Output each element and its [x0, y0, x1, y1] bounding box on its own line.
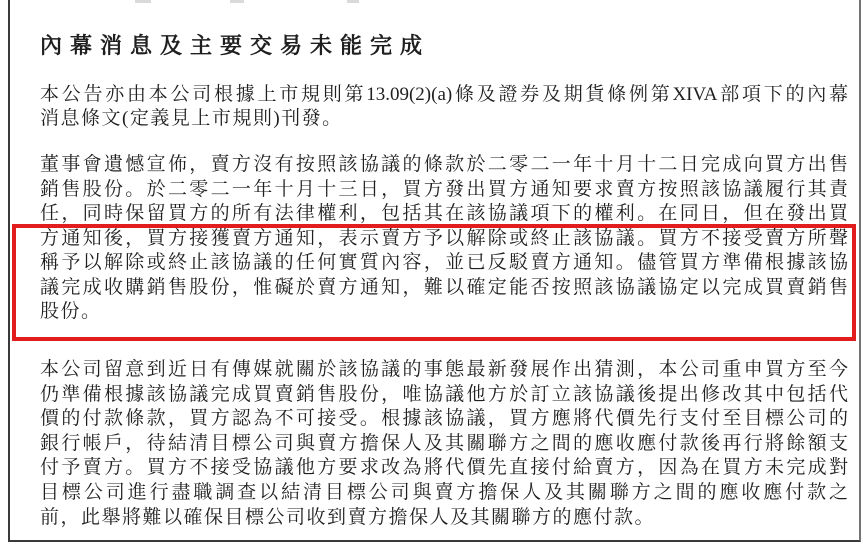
cropped-text-remnant-mark [135, 0, 151, 3]
text-line: 價的付款條款，買方認為不可接受。根據該協議，買方應將代價先行支付至目標公司的 [40, 408, 848, 430]
document-border-frame [8, 0, 861, 542]
text-line: 方通知後，買方接獲賣方通知，表示賣方予以解除或終止該協議。買方不接受賣方所聲 [40, 227, 848, 249]
text-line: 銀行帳戶，待結清目標公司與賣方擔保人及其關聯方之間的應收應付款後再行將餘額支 [40, 432, 848, 454]
paragraph-board-announcement [40, 153, 848, 325]
cropped-text-remnant-mark [347, 0, 359, 3]
text-line: 付予賣方。買方不接受協議他方要求改為將代價先直接付給賣方，因為在買方未完成對 [40, 457, 848, 479]
text-line: 本公告亦由本公司根據上市規則第13.09(2)(a)條及證券及期貨條例第XIVA部項下的內幕 [40, 84, 848, 105]
text-line: 前，此舉將難以確保目標公司收到賣方擔保人及其關聯方的應付款。 [40, 506, 656, 528]
text-line: 消息條文(定義見上市規則)刊發。 [40, 108, 343, 129]
text-line: 稱予以解除或終止該協議的任何實質內容，並已反駁賣方通知。儘管買方準備根據該協 [40, 252, 848, 273]
text-line: 議完成收購銷售股份，惟礙於賣方通知，難以確定能否按照該協議協定以完成買賣銷售 [40, 276, 848, 298]
text-line: 目標公司進行盡職調查以結清目標公司與賣方擔保人及其關聯方之間的應收應付款之 [40, 481, 848, 503]
paragraph-intro [40, 83, 848, 131]
text-line: 股份。 [40, 301, 102, 322]
cropped-text-remnant-mark [230, 0, 244, 3]
section-heading: 內幕消息及主要交易未能完成 [40, 33, 431, 58]
text-line: 董事會遺憾宣佈，賣方沒有按照該協議的條款於二零二一年十月十二日完成向買方出售 [40, 154, 848, 175]
text-line: 仍準備根據該協議完成買賣銷售股份，唯協議他方於訂立該協議後提出修改其中包括代 [40, 383, 848, 405]
text-line: 銷售股份。於二零二一年十月十三日，買方發出買方通知要求賣方按照該協議履行其責 [40, 178, 848, 200]
paragraph-media-speculation [40, 358, 848, 530]
text-line: 本公司留意到近日有傳媒就關於該協議的事態最新發展作出猜測，本公司重申買方至今 [40, 359, 848, 380]
text-line: 任，同時保留買方的所有法律權利，包括其在該協議項下的權利。在同日，但在發出買 [40, 203, 848, 224]
